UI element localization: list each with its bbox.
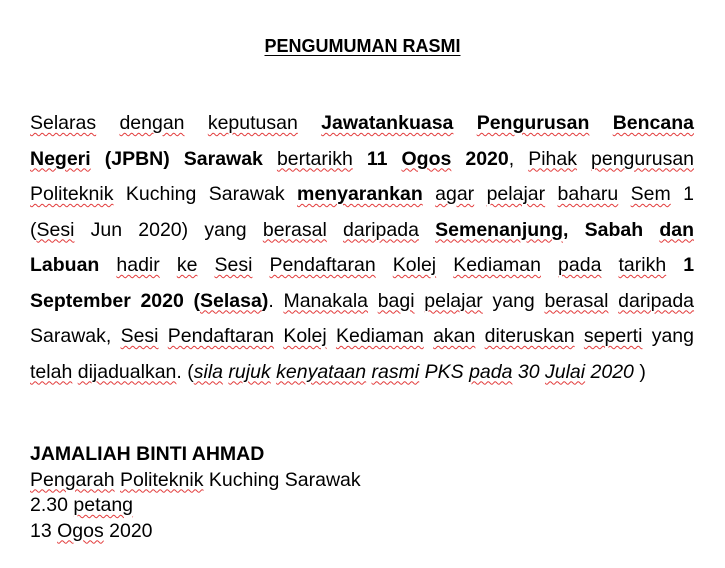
text-run: yang: [482, 289, 545, 312]
text-run: 1: [670, 183, 695, 205]
text-run: 2020: [585, 360, 634, 383]
text-run: [353, 148, 367, 170]
text-run: Pengarah: [30, 468, 115, 491]
text-run: [415, 290, 425, 312]
text-run: [436, 254, 453, 276]
announcement-title: PENGUMUMAN RASMI: [264, 36, 461, 56]
text-run: daripada: [343, 218, 419, 241]
text-run: [159, 325, 168, 347]
text-run: , Sabah: [562, 218, 660, 241]
signatory-position: [30, 468, 361, 494]
text-run: ,: [508, 147, 529, 170]
text-run: [298, 112, 321, 134]
text-run: 30: [512, 360, 545, 383]
text-run: Sarawak,: [30, 325, 121, 347]
text-run: berasal: [262, 218, 327, 241]
text-run: [577, 148, 591, 170]
paragraph-line: [30, 177, 694, 213]
text-run: Semenanjung: [435, 218, 563, 241]
text-run: Labuan: [30, 254, 100, 276]
text-run: kenyataan: [276, 360, 367, 383]
text-run: ): [633, 360, 646, 383]
text-run: tarikh: [618, 254, 667, 276]
paragraph-line: [30, 355, 694, 391]
text-run: [424, 325, 433, 347]
text-run: daripada: [618, 289, 695, 312]
text-run: yang: [642, 325, 694, 347]
paragraph-line: [30, 248, 694, 284]
text-run: bertarikh: [276, 147, 353, 170]
text-run: Pendaftaran: [167, 325, 275, 347]
text-run: [263, 148, 277, 170]
text-run: [185, 112, 208, 134]
text-run: Sesi: [36, 218, 75, 241]
text-run: Jawatankuasa: [321, 112, 454, 134]
signatory-name: JAMALIAH BINTI AHMAD: [30, 443, 265, 465]
text-run: [608, 290, 618, 312]
text-run: . (: [176, 360, 194, 383]
text-run: Pendaftaran: [269, 254, 376, 276]
text-run: [419, 219, 435, 241]
text-run: pada: [558, 254, 602, 276]
text-run: [274, 325, 283, 347]
text-run: [376, 254, 393, 276]
text-run: Pengurusan: [476, 112, 590, 134]
text-run: [601, 254, 618, 276]
text-run: Kolej: [392, 254, 437, 276]
text-run: rasmi: [371, 360, 420, 383]
text-run: diteruskan: [484, 325, 575, 347]
text-run: Sesi: [120, 325, 159, 347]
text-run: 1: [683, 254, 695, 276]
text-run: .: [268, 289, 284, 312]
text-run: [252, 254, 269, 276]
paragraph-line: [30, 284, 694, 320]
text-run: Manakala: [283, 289, 369, 312]
text-run: menyarankan: [297, 183, 423, 205]
text-run: baharu: [557, 183, 619, 205]
text-run: pelajar: [424, 289, 483, 312]
text-run: berasal: [544, 289, 609, 312]
text-run: 2.30: [30, 494, 74, 516]
text-run: [96, 112, 119, 134]
text-run: [474, 183, 486, 205]
text-run: [368, 290, 378, 312]
text-run: ): [261, 289, 269, 312]
text-run: [589, 112, 612, 134]
text-run: ke: [176, 254, 198, 276]
text-run: dengan: [119, 112, 185, 134]
text-run: Selaras: [30, 112, 97, 134]
text-run: Ogos: [401, 147, 452, 170]
text-run: pelajar: [486, 183, 546, 205]
text-run: [99, 254, 116, 276]
text-run: [618, 183, 630, 205]
text-run: Pihak: [528, 147, 577, 170]
text-run: (: [30, 218, 37, 241]
text-run: 2020: [451, 147, 509, 170]
text-run: Bencana: [612, 112, 694, 134]
signature-time: [30, 493, 361, 519]
text-run: Julai: [545, 360, 586, 383]
text-run: [160, 254, 177, 276]
text-run: pada: [469, 360, 513, 383]
text-run: dijadualkan: [77, 360, 177, 383]
text-run: pengurusan: [591, 147, 695, 170]
text-run: 13: [30, 519, 58, 542]
text-run: Politeknik: [120, 468, 204, 491]
text-run: [541, 254, 558, 276]
text-run: sila: [193, 360, 223, 383]
signature-date: [30, 519, 361, 545]
text-run: September 2020 (: [30, 289, 201, 312]
text-run: [666, 254, 683, 276]
text-run: Sem: [630, 183, 671, 205]
text-run: Selasa: [200, 289, 262, 312]
signature-block: [30, 442, 361, 544]
paragraph-line: [30, 106, 694, 142]
text-run: akan: [433, 325, 476, 347]
text-run: rujuk: [228, 360, 271, 383]
text-run: PKS: [419, 360, 470, 383]
text-run: [197, 254, 214, 276]
paragraph-line: [30, 142, 694, 178]
text-run: [327, 219, 343, 241]
text-run: Kuching Sarawak: [113, 183, 297, 205]
text-run: Jun 2020) yang: [74, 218, 263, 241]
text-run: Ogos: [57, 519, 104, 542]
text-run: [475, 325, 484, 347]
text-run: Kediaman: [453, 254, 541, 276]
paragraph-line: [30, 319, 694, 355]
text-run: Politeknik: [30, 183, 114, 205]
announcement-paragraph: [30, 106, 694, 390]
text-run: dan: [659, 218, 694, 241]
text-run: Kediaman: [335, 325, 424, 347]
text-run: [575, 325, 584, 347]
text-run: Sesi: [214, 254, 253, 276]
text-run: agar: [435, 183, 475, 205]
text-run: [327, 325, 336, 347]
text-run: hadir: [116, 254, 160, 276]
text-run: (JPBN) Sarawak: [90, 147, 263, 170]
text-run: [545, 183, 557, 205]
text-run: petang: [73, 494, 134, 516]
text-run: [453, 112, 476, 134]
text-run: Negeri: [30, 147, 91, 170]
text-run: 2020: [103, 519, 153, 542]
paragraph-line: [30, 213, 694, 249]
text-run: [423, 183, 435, 205]
text-run: Kuching Sarawak: [203, 468, 361, 491]
text-run: 11: [366, 147, 402, 170]
text-run: seperti: [583, 325, 643, 347]
text-run: keputusan: [207, 112, 298, 134]
text-run: telah: [30, 360, 73, 383]
text-run: bagi: [377, 289, 415, 312]
text-run: Kolej: [283, 325, 327, 347]
